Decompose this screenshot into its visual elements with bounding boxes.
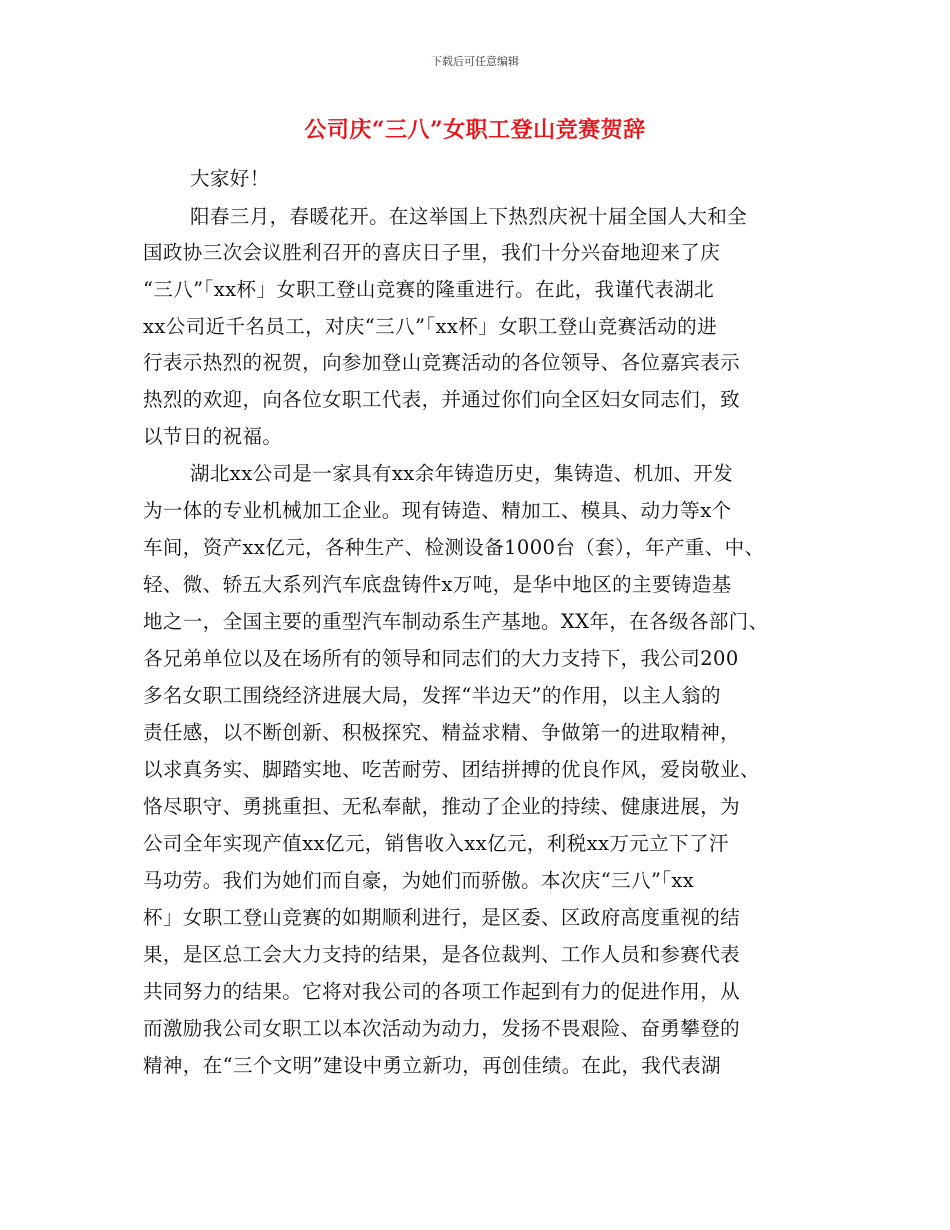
paragraph-line: 以求真务实、脚踏实地、吃苦耐劳、团结拼搏的优良作风，爱岗敬业、: [143, 758, 760, 781]
paragraph-line: 为一体的专业机械加工企业。现有铸造、精加工、模具、动力等x个: [143, 499, 732, 522]
paragraph-line: 轻、微、轿五大系列汽车底盘铸件x万吨，是华中地区的主要铸造基: [143, 573, 732, 596]
paragraph-line: 各兄弟单位以及在场所有的领导和同志们的大力支持下，我公司200: [143, 647, 739, 670]
paragraph-line: xx公司近千名员工，对庆“三八”「xx杯」女职工登山竞赛活动的进: [143, 315, 717, 338]
paragraph-line: 共同努力的结果。它将对我公司的各项工作起到有力的促进作用，从: [143, 980, 741, 1003]
paragraph-line: 行表示热烈的祝贺，向参加登山竞赛活动的各位领导、各位嘉宾表示: [143, 351, 741, 374]
paragraph-line: 车间，资产xx亿元，各种生产、检测设备1000台（套），年产重、中、: [143, 536, 765, 559]
paragraph-line: 而激励我公司女职工以本次活动为动力，发扬不畏艰险、奋勇攀登的: [143, 1017, 741, 1040]
paragraph-line: 多名女职工围绕经济进展大局，发挥“半边天”的作用，以主人翁的: [143, 684, 721, 707]
paragraph-line: 精神，在“三个文明”建设中勇立新功，再创佳绩。在此，我代表湖: [143, 1054, 721, 1077]
paragraph-line: 果，是区总工会大力支持的结果，是各位裁判、工作人员和参赛代表: [143, 943, 741, 966]
paragraph-line: 马功劳。我们为她们而自豪，为她们而骄傲。本次庆“三八”「xx: [143, 869, 695, 892]
paragraph-line: 湖北xx公司是一家具有xx余年铸造历史，集铸造、机加、开发: [190, 462, 734, 485]
paragraph-line: 热烈的欢迎，向各位女职工代表，并通过你们向全区妇女同志们，致: [143, 388, 741, 411]
paragraph-line: “三八”「xx杯」女职工登山竞赛的隆重进行。在此，我谨代表湖北: [143, 278, 715, 301]
paragraph-line: 以节日的祝福。: [143, 425, 283, 448]
header-note: 下载后可任意编辑: [431, 55, 519, 68]
paragraph-line: 阳春三月，春暖花开。在这举国上下热烈庆祝十届全国人大和全: [190, 205, 748, 228]
paragraph-line: 地之一，全国主要的重型汽车制动系生产基地。XX年，在各级各部门、: [143, 610, 769, 633]
paragraph-line: 国政协三次会议胜利召开的喜庆日子里，我们十分兴奋地迎来了庆: [143, 241, 721, 264]
paragraph-line: 恪尽职守、勇挑重担、无私奉献，推动了企业的持续、健康进展，为: [143, 795, 741, 818]
paragraph-line: 杯」女职工登山竞赛的如期顺利进行，是区委、区政府高度重视的结: [143, 906, 741, 929]
greeting: 大家好！: [190, 167, 270, 190]
document-title: 公司庆“三八”女职工登山竞赛贺辞: [304, 117, 646, 143]
paragraph-line: 公司全年实现产值xx亿元，销售收入xx亿元，利税xx万元立下了汗: [143, 832, 729, 855]
paragraph-line: 责任感，以不断创新、积极探究、精益求精、争做第一的进取精神，: [143, 721, 741, 744]
